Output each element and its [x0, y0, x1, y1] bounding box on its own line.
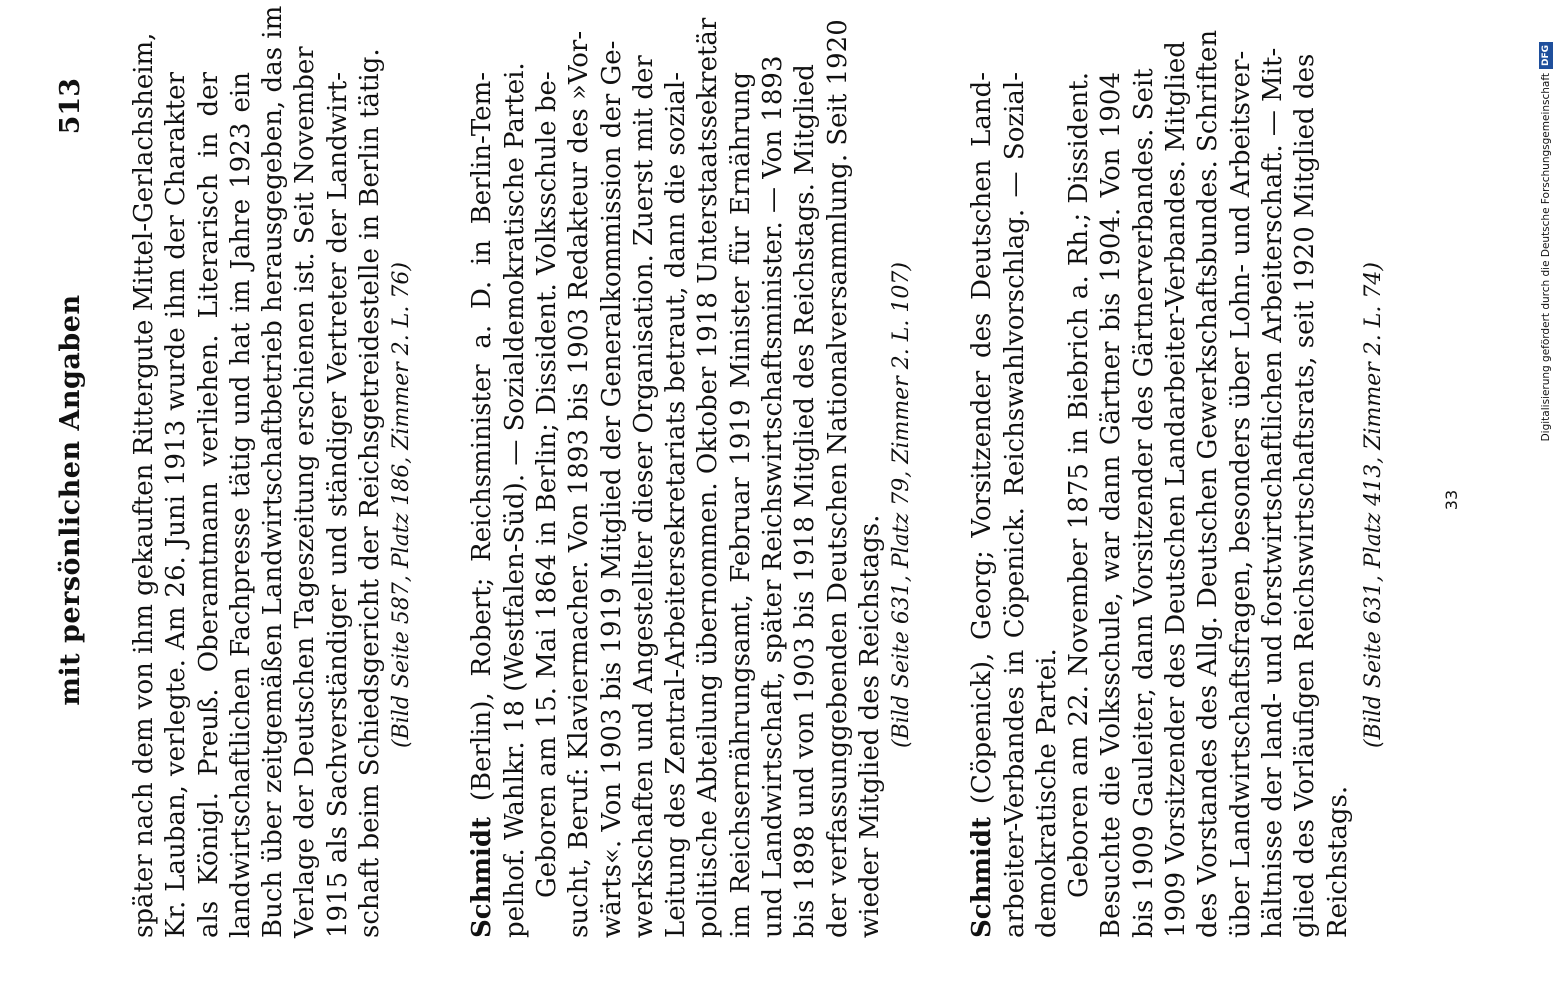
page-header: [55, 0, 95, 1000]
entry-heading-text: (Cöpenick), Georg; Vorsitzender des Deutschen Land-: [967, 71, 998, 805]
text-line: der verfassunggebenden Deutschen Nationalversammlung. Seit 1920: [822, 19, 853, 938]
text-line: Reichstags.: [1322, 785, 1353, 938]
folio-number: 33: [1442, 489, 1461, 511]
text-line: als Königl. Preuß. Oberamtmann verliehen. Literarisch in der: [193, 72, 224, 938]
text-line: des Vorstandes des Allg. Deutschen Gewerkschaftsbundes. Schriften: [1193, 29, 1224, 938]
entry-schmidt-georg: [966, 29, 1390, 938]
picture-reference: (Bild Seite 631, Platz 79, Zimmer 2. L. 107): [889, 262, 915, 748]
text-line: wärts«. Von 1903 bis 1919 Mitglied der Generalkommission der Ge-: [596, 40, 627, 938]
text-line: bis 1909 Gauleiter, dann Vorsitzender des Gärtnerverbandes. Seit: [1128, 68, 1159, 938]
text-line: glied des Vorläufigen Reichswirtschaftsrats, seit 1920 Mitglied des: [1290, 53, 1321, 938]
text-line: Verlage der Deutschen Tageszeitung erschienen ist. Seit November: [290, 46, 321, 938]
text-line: und Landwirtschaft, später Reichswirtschaftsminister. — Von 1893: [758, 55, 789, 938]
page-body: [128, 0, 1390, 1000]
entry-separator: [918, 72, 966, 938]
text-line: 1909 Vorsitzender des Deutschen Landarbeiter-Verbandes. Mitglied: [1161, 41, 1192, 938]
entry-separator: [418, 72, 466, 938]
digitization-acknowledgement: [1535, 0, 1559, 1000]
text-line: werkschaften und Angestellter dieser Organisation. Zuerst mit der: [628, 55, 659, 938]
text-line: [466, 72, 498, 938]
text-line: im Reichsernährungsamt, Februar 1919 Minister für Ernährung: [725, 72, 756, 938]
text-line: später nach dem von ihm gekauften Rittergute Mittel-Gerlachsheim,: [129, 32, 159, 938]
text-line: bis 1898 und von 1903 bis 1918 Mitglied des Reichstags. Mitglied: [790, 64, 821, 938]
text-line: Besuchte die Volksschule, war dann Gärtner bis 1904. Von 1904: [1096, 72, 1127, 938]
acknowledgement-text: Digitalisierung gefördert durch die Deutsche Forschungsgemeinschaft: [1540, 73, 1552, 442]
text-line: sucht, Beruf: Klaviermacher. Von 1893 bis 1903 Redakteur des »Vor-: [564, 30, 595, 938]
text-line: [966, 72, 998, 938]
text-line: politische Abteilung übernommen. Oktober 1918 Unterstaatssekretär: [693, 17, 724, 938]
entry-heading-text: (Berlin), Robert; Reichsminister a. D. in Berlin-Tem-: [467, 71, 498, 802]
text-line: Kr. Lauban, verlegte. Am 26. Juni 1913 wurde ihm der Charakter: [161, 72, 192, 938]
text-line: wieder Mitglied des Reichstags.: [854, 514, 885, 938]
entry-name: Schmidt: [467, 816, 498, 938]
text-line: Buch über zeitgemäßen Landwirtschaftbetrieb herausgegeben, das im: [258, 5, 289, 938]
entry-name: Schmidt: [967, 816, 998, 938]
text-line: schaft beim Schiedsgericht der Reichsgetreidestelle in Berlin tätig.: [355, 48, 386, 938]
entry-schmidt-robert: [466, 17, 918, 938]
text-line: arbeiter-Verbandes in Cöpenick. Reichswahlvorschlag. — Sozial-: [999, 72, 1030, 938]
text-line: 1915 als Sachverständiger und ständiger Vertreter der Landwirt-: [322, 72, 353, 938]
text-line: über Landwirtschaftsfragen, besonders über Lohn- und Arbeitsver-: [1225, 50, 1256, 938]
text-line: landwirtschaftlichen Fachpresse tätig und hat im Jahre 1923 ein: [225, 72, 256, 938]
running-title: mit persönlichen Angaben: [55, 294, 86, 706]
text-line: demokratische Partei.: [1031, 648, 1062, 938]
page-number: 513: [55, 78, 86, 135]
text-line: Leitung des Zentral-Arbeitersekretariats betraut, dann die sozial-: [661, 72, 692, 938]
entry-continuation: [128, 5, 418, 938]
text-line: Geboren am 15. Mai 1864 in Berlin; Dissident. Volksschule be-: [531, 71, 562, 898]
text-line: pelhof. Wahlkr. 18 (Westfalen-Süd). — Sozialdemokratische Partei.: [499, 62, 530, 938]
dfg-logo: DFG: [1539, 42, 1553, 69]
picture-reference: (Bild Seite 631, Platz 413, Zimmer 2. L. 74): [1360, 262, 1386, 748]
picture-reference: (Bild Seite 587, Platz 186, Zimmer 2. L. 76): [389, 262, 415, 748]
text-line: Geboren am 22. November 1875 in Biebrich a. Rh.; Dissident.: [1064, 72, 1095, 898]
text-line: hältnisse der land- und forstwirtschaftlichen Arbeiterschaft. — Mit-: [1257, 47, 1288, 938]
